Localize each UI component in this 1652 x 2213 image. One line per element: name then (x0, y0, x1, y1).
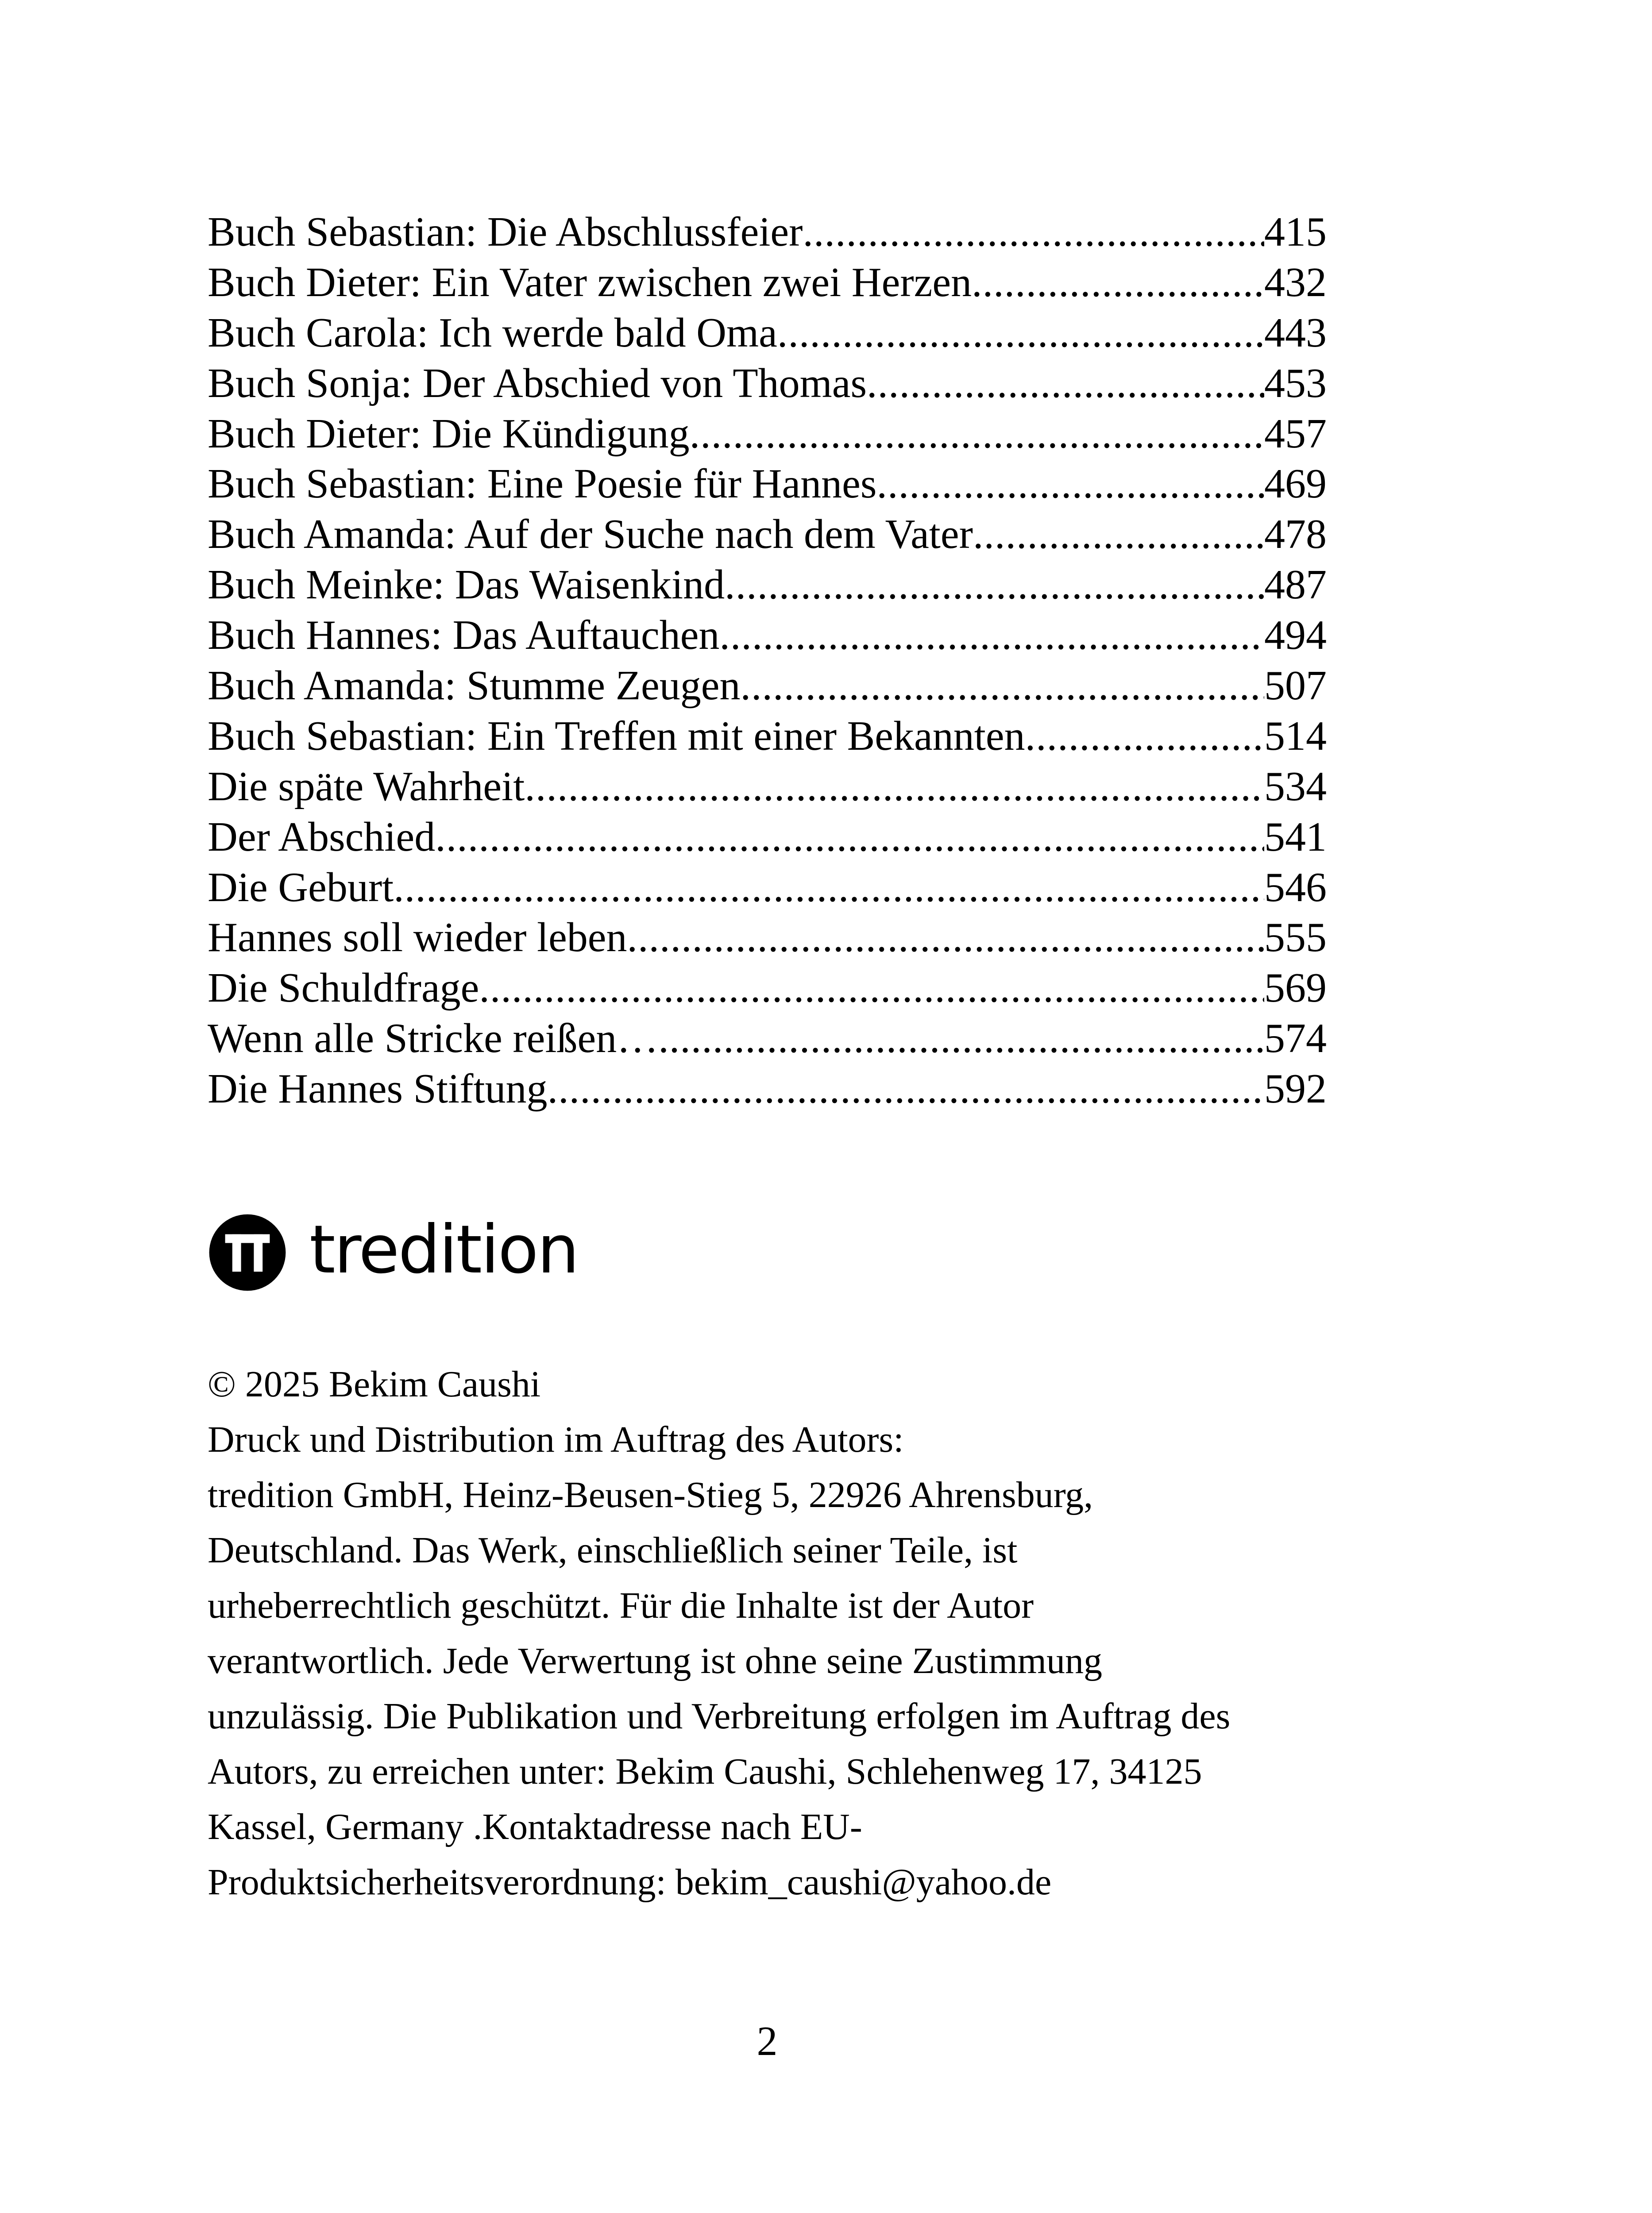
toc-entry-page: 432 (1264, 259, 1327, 305)
toc-leader-dots (867, 359, 1264, 409)
toc-entry (208, 863, 1327, 913)
toc-leader-dots (803, 207, 1264, 258)
toc-leader-dots (658, 1014, 1264, 1064)
toc-entry-page: 494 (1264, 612, 1327, 659)
toc-leader-dots (525, 762, 1264, 812)
toc-entry-page: 453 (1264, 360, 1327, 406)
toc-entry-page: 574 (1264, 1015, 1327, 1062)
toc-entry (208, 308, 1327, 359)
toc-entry-title: Buch Dieter: Die Kündigung (208, 410, 690, 457)
toc-entry-page: 469 (1264, 461, 1327, 507)
toc-entry-page: 457 (1264, 410, 1327, 457)
toc-entry-title: Buch Sonja: Der Abschied von Thomas (208, 360, 867, 406)
toc-entry (208, 762, 1327, 812)
toc-entry-title: Buch Amanda: Stumme Zeugen (208, 663, 741, 709)
toc-entry-title: Buch Meinke: Das Waisenkind (208, 562, 725, 608)
toc-entry-title: Buch Hannes: Das Auftauchen (208, 612, 720, 659)
toc-leader-dots (876, 459, 1264, 509)
toc-leader-dots (548, 1064, 1264, 1114)
toc-entry (208, 560, 1327, 610)
toc-entry-title: Die Geburt (208, 864, 394, 910)
toc-leader-dots (690, 409, 1264, 459)
toc-leader-dots (777, 308, 1264, 359)
toc-entry-page: 534 (1264, 763, 1327, 810)
toc-leader-dots (972, 258, 1264, 308)
toc-entry (208, 359, 1327, 409)
toc-entry (208, 711, 1327, 762)
toc-entry-page: 478 (1264, 511, 1327, 558)
toc-entry (208, 661, 1327, 711)
toc-entry-title: Die Hannes Stiftung (208, 1066, 548, 1112)
toc-leader-dots (627, 913, 1264, 963)
toc-leader-dots (1025, 711, 1264, 762)
toc-entry-title: Buch Sebastian: Eine Poesie für Hannes (208, 461, 877, 507)
toc-entry-page: 507 (1264, 663, 1327, 709)
toc-entry-page: 541 (1264, 813, 1327, 860)
toc-entry-page: 514 (1264, 713, 1327, 759)
toc-entry-page: 592 (1264, 1066, 1327, 1112)
imprint-line: tredition GmbH, Heinz-Beusen-Stieg 5, 22926 Ahrensburg, (208, 1474, 1093, 1515)
toc-entry-page: 555 (1264, 914, 1327, 961)
toc-entry-page: 415 (1264, 209, 1327, 255)
imprint-line: urheberrechtlich geschützt. Für die Inhalte ist der Autor (208, 1585, 1034, 1626)
toc-entry-page: 443 (1264, 309, 1327, 356)
toc-leader-dots (725, 560, 1264, 610)
publisher-logo (208, 1213, 578, 1292)
toc-entry (208, 258, 1327, 308)
toc-entry (208, 459, 1327, 509)
toc-entry (208, 1014, 1327, 1064)
imprint-notice (208, 1357, 1341, 1910)
toc-entry-title: Buch Dieter: Ein Vater zwischen zwei Herzen (208, 259, 972, 305)
page-number: 2 (757, 2018, 778, 2064)
toc-entry-title: Die Schuldfrage (208, 965, 479, 1011)
toc-entry (208, 1064, 1327, 1114)
toc-entry-title: Der Abschied (208, 813, 436, 860)
toc-entry (208, 509, 1327, 560)
imprint-line: verantwortlich. Jede Verwertung ist ohne seine Zustimmung (208, 1640, 1103, 1681)
toc-entry-title: Wenn alle Stricke reißen… (208, 1015, 659, 1062)
toc-entry-title: Buch Carola: Ich werde bald Oma (208, 309, 777, 356)
toc-leader-dots (435, 812, 1264, 863)
toc-leader-dots (719, 610, 1264, 661)
table-of-contents (208, 207, 1327, 1114)
toc-leader-dots (479, 963, 1264, 1014)
imprint-line: Kassel, Germany .Kontaktadresse nach EU- (208, 1806, 862, 1847)
toc-entry-title: Hannes soll wieder leben (208, 914, 627, 961)
toc-entry-title: Buch Amanda: Auf der Suche nach dem Vater (208, 511, 973, 558)
publisher-logo-text: tredition (309, 1211, 578, 1288)
toc-entry (208, 207, 1327, 258)
imprint-line: Produktsicherheitsverordnung: bekim_caushi@yahoo.de (208, 1862, 1052, 1903)
imprint-line: Autors, zu erreichen unter: Bekim Caushi, Schlehenweg 17, 34125 (208, 1751, 1202, 1792)
toc-leader-dots (741, 661, 1264, 711)
toc-entry-page: 546 (1264, 864, 1327, 910)
toc-entry (208, 409, 1327, 459)
imprint-line: Deutschland. Das Werk, einschließlich seiner Teile, ist (208, 1530, 1018, 1571)
toc-entry (208, 610, 1327, 661)
toc-entry-page: 569 (1264, 965, 1327, 1011)
toc-entry (208, 913, 1327, 963)
imprint-line: © 2025 Bekim Caushi (208, 1364, 541, 1405)
imprint-line: unzulässig. Die Publikation und Verbreitung erfolgen im Auftrag des (208, 1696, 1231, 1737)
toc-leader-dots (394, 863, 1264, 913)
toc-entry-title: Die späte Wahrheit (208, 763, 525, 810)
imprint-line: Druck und Distribution im Auftrag des Autors: (208, 1419, 904, 1460)
tredition-logo-icon (208, 1213, 287, 1292)
toc-entry (208, 812, 1327, 863)
toc-leader-dots (973, 509, 1264, 560)
toc-entry-page: 487 (1264, 562, 1327, 608)
toc-entry-title: Buch Sebastian: Ein Treffen mit einer Bekannten (208, 713, 1025, 759)
toc-entry (208, 963, 1327, 1014)
toc-entry-title: Buch Sebastian: Die Abschlussfeier (208, 209, 803, 255)
